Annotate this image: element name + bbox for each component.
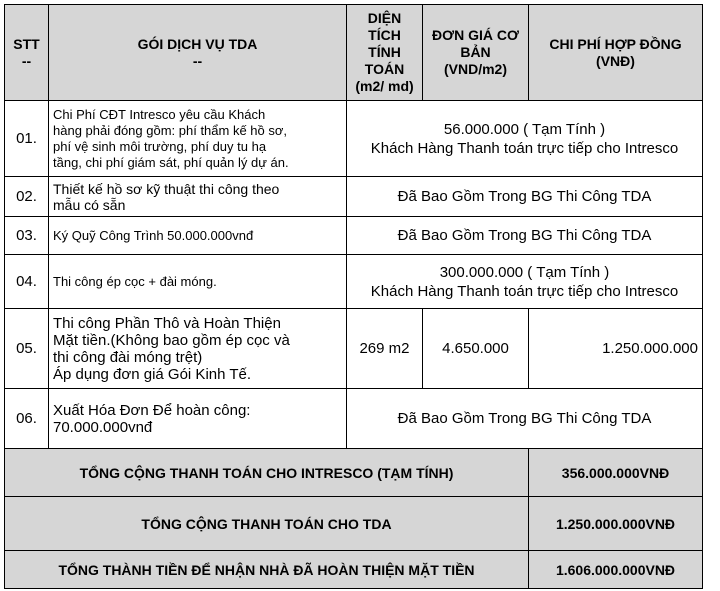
merged-note-line: Đã Bao Gồm Trong BG Thi Công TDA (397, 188, 652, 205)
header-unit-price-line: (VND/m2) (443, 61, 507, 77)
description-line: Áp dụng đơn giá Gói Kinh Tế. (53, 365, 252, 383)
description-line: phí vệ sinh môi trường, phí duy tu hạ (53, 138, 267, 154)
header-stt-sub: -- (21, 52, 32, 69)
table-row (5, 309, 703, 389)
description-line: Ký Quỹ Công Trình 50.000.000vnđ (53, 227, 254, 243)
merged-note-line: Khách Hàng Thanh toán trực tiếp cho Intresco (370, 282, 679, 300)
total-value: 1.606.000.000VNĐ (529, 551, 703, 589)
table-row (5, 389, 703, 449)
total-value: 1.250.000.000VNĐ (529, 497, 703, 551)
description-line: thi công đài móng trệt) (53, 348, 203, 366)
table-row (5, 255, 703, 309)
row-merged-note (347, 177, 703, 217)
total-label: TỔNG THÀNH TIỀN ĐỂ NHẬN NHÀ ĐÃ HOÀN THIỆN MẶT TIỀN (5, 551, 529, 589)
row-unit-price: 4.650.000 (423, 309, 529, 389)
row-merged-note (347, 101, 703, 177)
row-stt: 02. (5, 177, 49, 217)
header-unit-price-line: BẢN (460, 44, 491, 60)
description-line: mẫu có sẵn (53, 196, 126, 213)
row-stt: 06. (5, 389, 49, 449)
description-line: Chi Phí CĐT Intresco yêu cầu Khách (53, 106, 266, 122)
row-merged-note (347, 389, 703, 449)
description-line: Xuất Hóa Đơn Để hoàn công: (53, 401, 251, 419)
header-area-line: (m2/ md) (355, 78, 414, 94)
merged-note-line: Đã Bao Gồm Trong BG Thi Công TDA (397, 227, 652, 244)
merged-note-line: Khách Hàng Thanh toán trực tiếp cho Intresco (370, 139, 679, 157)
row-merged-note (347, 255, 703, 309)
row-stt: 04. (5, 255, 49, 309)
description-line: Thiết kế hồ sơ kỹ thuật thi công theo (53, 180, 280, 197)
header-contract-cost-line: (VNĐ) (596, 52, 635, 69)
header-unit-price-line: ĐƠN GIÁ CƠ (432, 27, 519, 43)
row-description (49, 255, 347, 309)
total-value: 356.000.000VNĐ (529, 449, 703, 497)
description-line: Thi công ép cọc + đài móng. (53, 273, 217, 289)
pricing-table (4, 4, 703, 589)
total-label: TỔNG CỘNG THANH TOÁN CHO INTRESCO (TẠM TÍNH) (5, 449, 529, 497)
total-row-grand (5, 551, 703, 589)
header-area-line: TOÁN (364, 61, 405, 77)
row-stt: 01. (5, 101, 49, 177)
description-line: hàng phải đóng gồm: phí thẩm kế hồ sơ, (53, 122, 288, 138)
row-description (49, 217, 347, 255)
header-area-line: DIỆN (367, 10, 402, 26)
total-row-tda (5, 497, 703, 551)
description-line: Mặt tiền.(Không bao gồm ép cọc và (53, 331, 290, 349)
header-unit-price (423, 5, 529, 101)
header-service (49, 5, 347, 101)
header-stt-label: STT (13, 35, 40, 52)
description-line: tầng, chi phí giám sát, phí quản lý dự án. (53, 154, 289, 170)
row-description (49, 389, 347, 449)
header-area (347, 5, 423, 101)
total-label: TỔNG CỘNG THANH TOÁN CHO TDA (5, 497, 529, 551)
header-service-label: GÓI DỊCH VỤ TDA (137, 35, 258, 52)
row-merged-note (347, 217, 703, 255)
row-description (49, 309, 347, 389)
header-area-line: TÍCH (368, 27, 401, 43)
merged-note-line: Đã Bao Gồm Trong BG Thi Công TDA (397, 410, 652, 427)
merged-note-line: 300.000.000 ( Tạm Tính ) (439, 263, 610, 281)
table-row (5, 101, 703, 177)
row-stt: 05. (5, 309, 49, 389)
header-contract-cost-line: CHI PHÍ HỢP ĐỒNG (549, 35, 682, 52)
merged-note-line: 56.000.000 ( Tạm Tính ) (443, 120, 606, 138)
header-row (5, 5, 703, 101)
row-contract-cost: 1.250.000.000 (529, 309, 703, 389)
description-line: 70.000.000vnđ (53, 418, 153, 436)
header-area-line: TÍNH (368, 44, 401, 60)
row-description (49, 101, 347, 177)
header-contract-cost (529, 5, 703, 101)
row-stt: 03. (5, 217, 49, 255)
header-service-sub: -- (192, 52, 203, 69)
header-stt (5, 5, 49, 101)
table-row (5, 217, 703, 255)
table-row (5, 177, 703, 217)
row-description (49, 177, 347, 217)
row-area: 269 m2 (347, 309, 423, 389)
total-row-intresco (5, 449, 703, 497)
description-line: Thi công Phần Thô và Hoàn Thiện (53, 314, 281, 332)
